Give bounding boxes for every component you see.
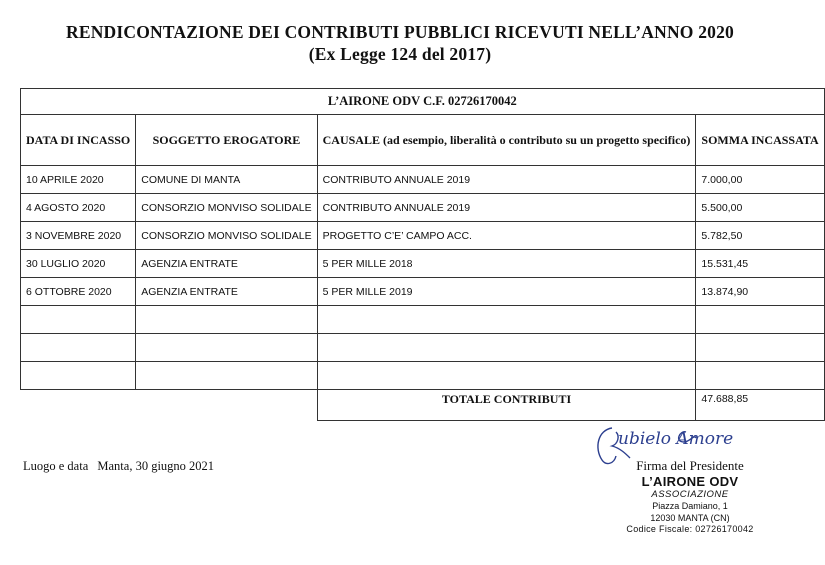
total-row xyxy=(21,390,825,421)
cell-date xyxy=(21,334,136,362)
header-date: DATA DI INCASSO xyxy=(21,115,136,166)
total-spacer xyxy=(136,390,317,421)
cell-date: 6 OTTOBRE 2020 xyxy=(21,278,136,306)
cell-cause: CONTRIBUTO ANNUALE 2019 xyxy=(317,194,696,222)
cell-provider xyxy=(136,306,317,334)
signature-handwriting: ubielo Amore xyxy=(618,429,734,449)
stamp-address-2: 12030 MANTA (CN) xyxy=(650,513,730,523)
signature-role: Firma del Presidente xyxy=(636,458,744,473)
total-spacer xyxy=(21,390,136,421)
table-row xyxy=(21,166,825,194)
cell-date xyxy=(21,362,136,390)
table-row xyxy=(21,306,825,334)
document-subtitle: (Ex Legge 124 del 2017) xyxy=(308,44,492,64)
cell-amount xyxy=(696,362,824,390)
table-row xyxy=(21,194,825,222)
organization-row xyxy=(21,89,825,115)
cell-cause: 5 PER MILLE 2018 xyxy=(317,250,696,278)
table-row xyxy=(21,278,825,306)
organization-name: L’AIRONE ODV C.F. 02726170042 xyxy=(21,89,825,115)
cell-cause: PROGETTO C’E’ CAMPO ACC. xyxy=(317,222,696,250)
cell-date xyxy=(21,306,136,334)
cell-date: 10 APRILE 2020 xyxy=(21,166,136,194)
cell-provider: AGENZIA ENTRATE xyxy=(136,278,317,306)
table-row xyxy=(21,334,825,362)
cell-cause: 5 PER MILLE 2019 xyxy=(317,278,696,306)
cell-amount: 5.500,00 xyxy=(696,194,824,222)
header-cause: CAUSALE (ad esempio, liberalità o contributo su un progetto specifico) xyxy=(317,115,696,166)
header-provider: SOGGETTO EROGATORE xyxy=(136,115,317,166)
place-label: Luogo e data xyxy=(23,459,89,473)
total-label: TOTALE CONTRIBUTI xyxy=(317,390,696,421)
cell-cause xyxy=(317,306,696,334)
cell-amount: 15.531,45 xyxy=(696,250,824,278)
cell-amount: 5.782,50 xyxy=(696,222,824,250)
document-title: RENDICONTAZIONE DEI CONTRIBUTI PUBBLICI RICEVUTI NELL’ANNO 2020 xyxy=(66,22,734,42)
cell-provider: COMUNE DI MANTA xyxy=(136,166,317,194)
table-row xyxy=(21,222,825,250)
cell-date: 4 AGOSTO 2020 xyxy=(21,194,136,222)
stamp-org-name: L’AIRONE ODV xyxy=(641,474,739,489)
header-row xyxy=(21,115,825,166)
table-row xyxy=(21,362,825,390)
cell-amount: 13.874,90 xyxy=(696,278,824,306)
stamp-address-1: Piazza Damiano, 1 xyxy=(652,501,728,511)
cell-amount xyxy=(696,306,824,334)
cell-date: 30 LUGLIO 2020 xyxy=(21,250,136,278)
place-value: Manta, 30 giugno 2021 xyxy=(97,459,215,473)
cell-cause: CONTRIBUTO ANNUALE 2019 xyxy=(317,166,696,194)
cell-cause xyxy=(317,362,696,390)
cell-provider: CONSORZIO MONVISO SOLIDALE xyxy=(136,194,317,222)
cell-provider: CONSORZIO MONVISO SOLIDALE xyxy=(136,222,317,250)
contributions-table xyxy=(20,88,825,421)
stamp-fiscal-code: Codice Fiscale: 02726170042 xyxy=(626,524,754,534)
header-amount: SOMMA INCASSATA xyxy=(696,115,824,166)
total-value: 47.688,85 xyxy=(696,390,824,421)
cell-amount xyxy=(696,334,824,362)
president-stamp xyxy=(600,458,780,534)
cell-amount: 7.000,00 xyxy=(696,166,824,194)
cell-provider: AGENZIA ENTRATE xyxy=(136,250,317,278)
cell-cause xyxy=(317,334,696,362)
cell-date: 3 NOVEMBRE 2020 xyxy=(21,222,136,250)
table-row xyxy=(21,250,825,278)
cell-provider xyxy=(136,334,317,362)
place-date xyxy=(23,459,214,474)
stamp-org-type: ASSOCIAZIONE xyxy=(651,489,729,500)
cell-provider xyxy=(136,362,317,390)
